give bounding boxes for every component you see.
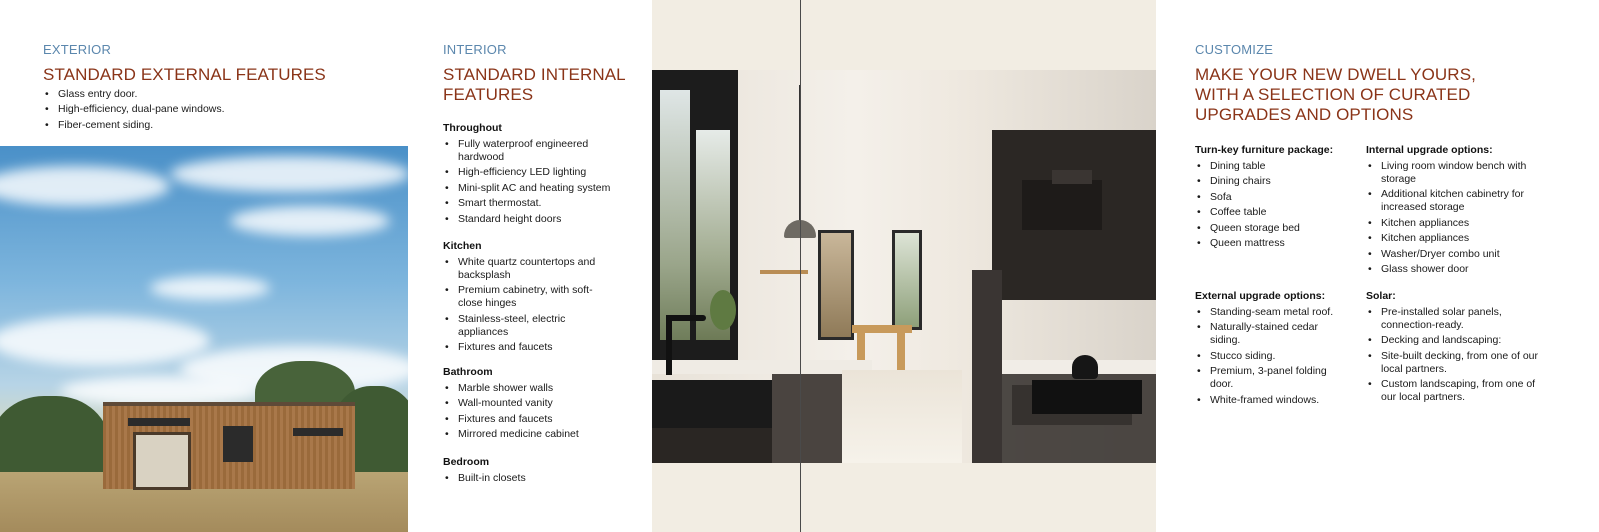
group-title: Bedroom <box>443 456 490 468</box>
list-item: • Glass entry door. <box>43 88 383 101</box>
list-item: • Fixtures and faucets <box>443 413 623 426</box>
list-item: • Kitchen appliances <box>1366 217 1556 230</box>
list-item: • Queen mattress <box>1195 237 1360 250</box>
interior-heading-line: STANDARD INTERNAL <box>443 65 626 84</box>
list-item: • Naturally-stained cedar siding. <box>1195 321 1345 347</box>
list-item: • Site-built decking, from one of our local partners. <box>1366 350 1551 376</box>
interior-heading-line: FEATURES <box>443 85 534 104</box>
list-item: • High-efficiency, dual-pane windows. <box>43 103 383 116</box>
interior-eyebrow: INTERIOR <box>443 42 507 57</box>
external-upgrades <box>1195 290 1345 409</box>
interior-bathroom <box>443 366 623 444</box>
list-item: • Queen storage bed <box>1195 222 1360 235</box>
list-item: • Mirrored medicine cabinet <box>443 428 623 441</box>
list-item: • Custom landscaping, from one of our local partners. <box>1366 378 1551 404</box>
list-item: • Mini-split AC and heating system <box>443 182 623 195</box>
exterior-photo <box>0 146 408 532</box>
list-item: • Built-in closets <box>443 472 623 485</box>
list-item: • Standing-seam metal roof. <box>1195 306 1345 319</box>
list-item: • Dining table <box>1195 160 1360 173</box>
group-title: Internal upgrade options: <box>1366 144 1493 156</box>
list-item: • Fully waterproof engineered hardwood <box>443 138 623 164</box>
customize-heading-line: WITH A SELECTION OF CURATED <box>1195 85 1471 104</box>
list-item: • White quartz countertops and backsplash <box>443 256 613 282</box>
list-item: • Marble shower walls <box>443 382 623 395</box>
list-item: • Kitchen appliances <box>1366 232 1556 245</box>
kitchen-photo <box>652 70 1156 463</box>
group-title: Solar: <box>1366 290 1396 302</box>
group-title: Bathroom <box>443 366 493 378</box>
interior-heading <box>443 65 626 105</box>
list-item: • Glass shower door <box>1366 263 1556 276</box>
list-item: • Fiber-cement siding. <box>43 119 383 132</box>
group-title: External upgrade options: <box>1195 290 1326 302</box>
list-item: • Coffee table <box>1195 206 1360 219</box>
list-item: • Decking and landscaping: <box>1366 334 1551 347</box>
group-title: Kitchen <box>443 240 482 252</box>
interior-kitchen <box>443 240 613 357</box>
dwelling-illustration <box>103 402 355 489</box>
interior-bedroom <box>443 456 623 487</box>
list-item: • Premium, 3-panel folding door. <box>1195 365 1345 391</box>
exterior-heading: STANDARD EXTERNAL FEATURES <box>43 65 326 84</box>
customize-eyebrow: CUSTOMIZE <box>1195 42 1274 57</box>
list-item: • White-framed windows. <box>1195 394 1345 407</box>
list-item: • Sofa <box>1195 191 1360 204</box>
customize-heading <box>1195 65 1476 125</box>
list-item: • Pre-installed solar panels, connection-ready. <box>1366 306 1551 332</box>
furniture-package <box>1195 144 1360 252</box>
solar-options <box>1366 290 1551 407</box>
group-title: Turn-key furniture package: <box>1195 144 1334 156</box>
customize-heading-line: MAKE YOUR NEW DWELL YOURS, <box>1195 65 1476 84</box>
internal-upgrades <box>1366 144 1556 278</box>
list-item: • Dining chairs <box>1195 175 1360 188</box>
list-item: • Stucco siding. <box>1195 350 1345 363</box>
interior-throughout <box>443 122 623 228</box>
list-item: • Smart thermostat. <box>443 197 623 210</box>
page-fold-line <box>800 0 801 532</box>
exterior-features-list <box>43 88 383 134</box>
list-item: • Living room window bench with storage <box>1366 160 1556 186</box>
list-item: • Additional kitchen cabinetry for increased storage <box>1366 188 1556 214</box>
exterior-eyebrow: EXTERIOR <box>43 42 112 57</box>
list-item: • Fixtures and faucets <box>443 341 613 354</box>
list-item: • Standard height doors <box>443 213 623 226</box>
customize-heading-line: UPGRADES AND OPTIONS <box>1195 105 1414 124</box>
list-item: • Washer/Dryer combo unit <box>1366 248 1556 261</box>
list-item: • Wall-mounted vanity <box>443 397 623 410</box>
list-item: • Premium cabinetry, with soft-close hinges <box>443 284 613 310</box>
list-item: • Stainless-steel, electric appliances <box>443 313 613 339</box>
group-title: Throughout <box>443 122 502 134</box>
list-item: • High-efficiency LED lighting <box>443 166 623 179</box>
